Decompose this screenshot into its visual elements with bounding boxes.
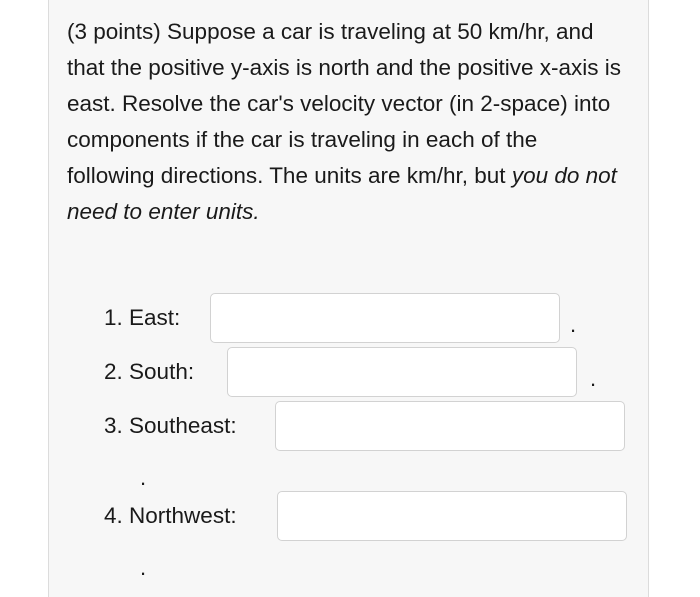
question-intro: (3 points) Suppose a car is traveling at 50 km/hr, and that the positive y-axis is north and the positive x-axis is east. Resolve the car's velocity vector (in 2-space) into components if the car is traveling in each of the following directions. The units are km/hr, but [67,19,622,188]
item-northwest-label-group [104,502,237,530]
northwest-answer-input[interactable] [277,491,627,541]
item-south-label: South: [129,359,195,384]
south-answer-input[interactable] [227,347,577,397]
item-south-label-group [104,358,194,386]
southeast-trailing-period: . [140,465,147,490]
item-east-number: 1. [104,305,123,330]
item-southeast-label: Southeast: [129,413,237,438]
question-text [67,14,627,230]
east-answer-input[interactable] [210,293,560,343]
item-east-label-group [104,304,180,332]
item-northwest-number: 4. [104,503,123,528]
item-south-number: 2. [104,359,123,384]
item-southeast-label-group [104,412,237,440]
question-card [48,0,649,597]
east-trailing-period: . [570,312,577,337]
item-east-label: East: [129,305,181,330]
item-northwest-label: Northwest: [129,503,237,528]
southeast-answer-input[interactable] [275,401,625,451]
question-emphasis: you do not need to enter units. [67,163,617,224]
south-trailing-period: . [590,366,597,391]
item-southeast-number: 3. [104,413,123,438]
northwest-trailing-period: . [140,555,147,580]
